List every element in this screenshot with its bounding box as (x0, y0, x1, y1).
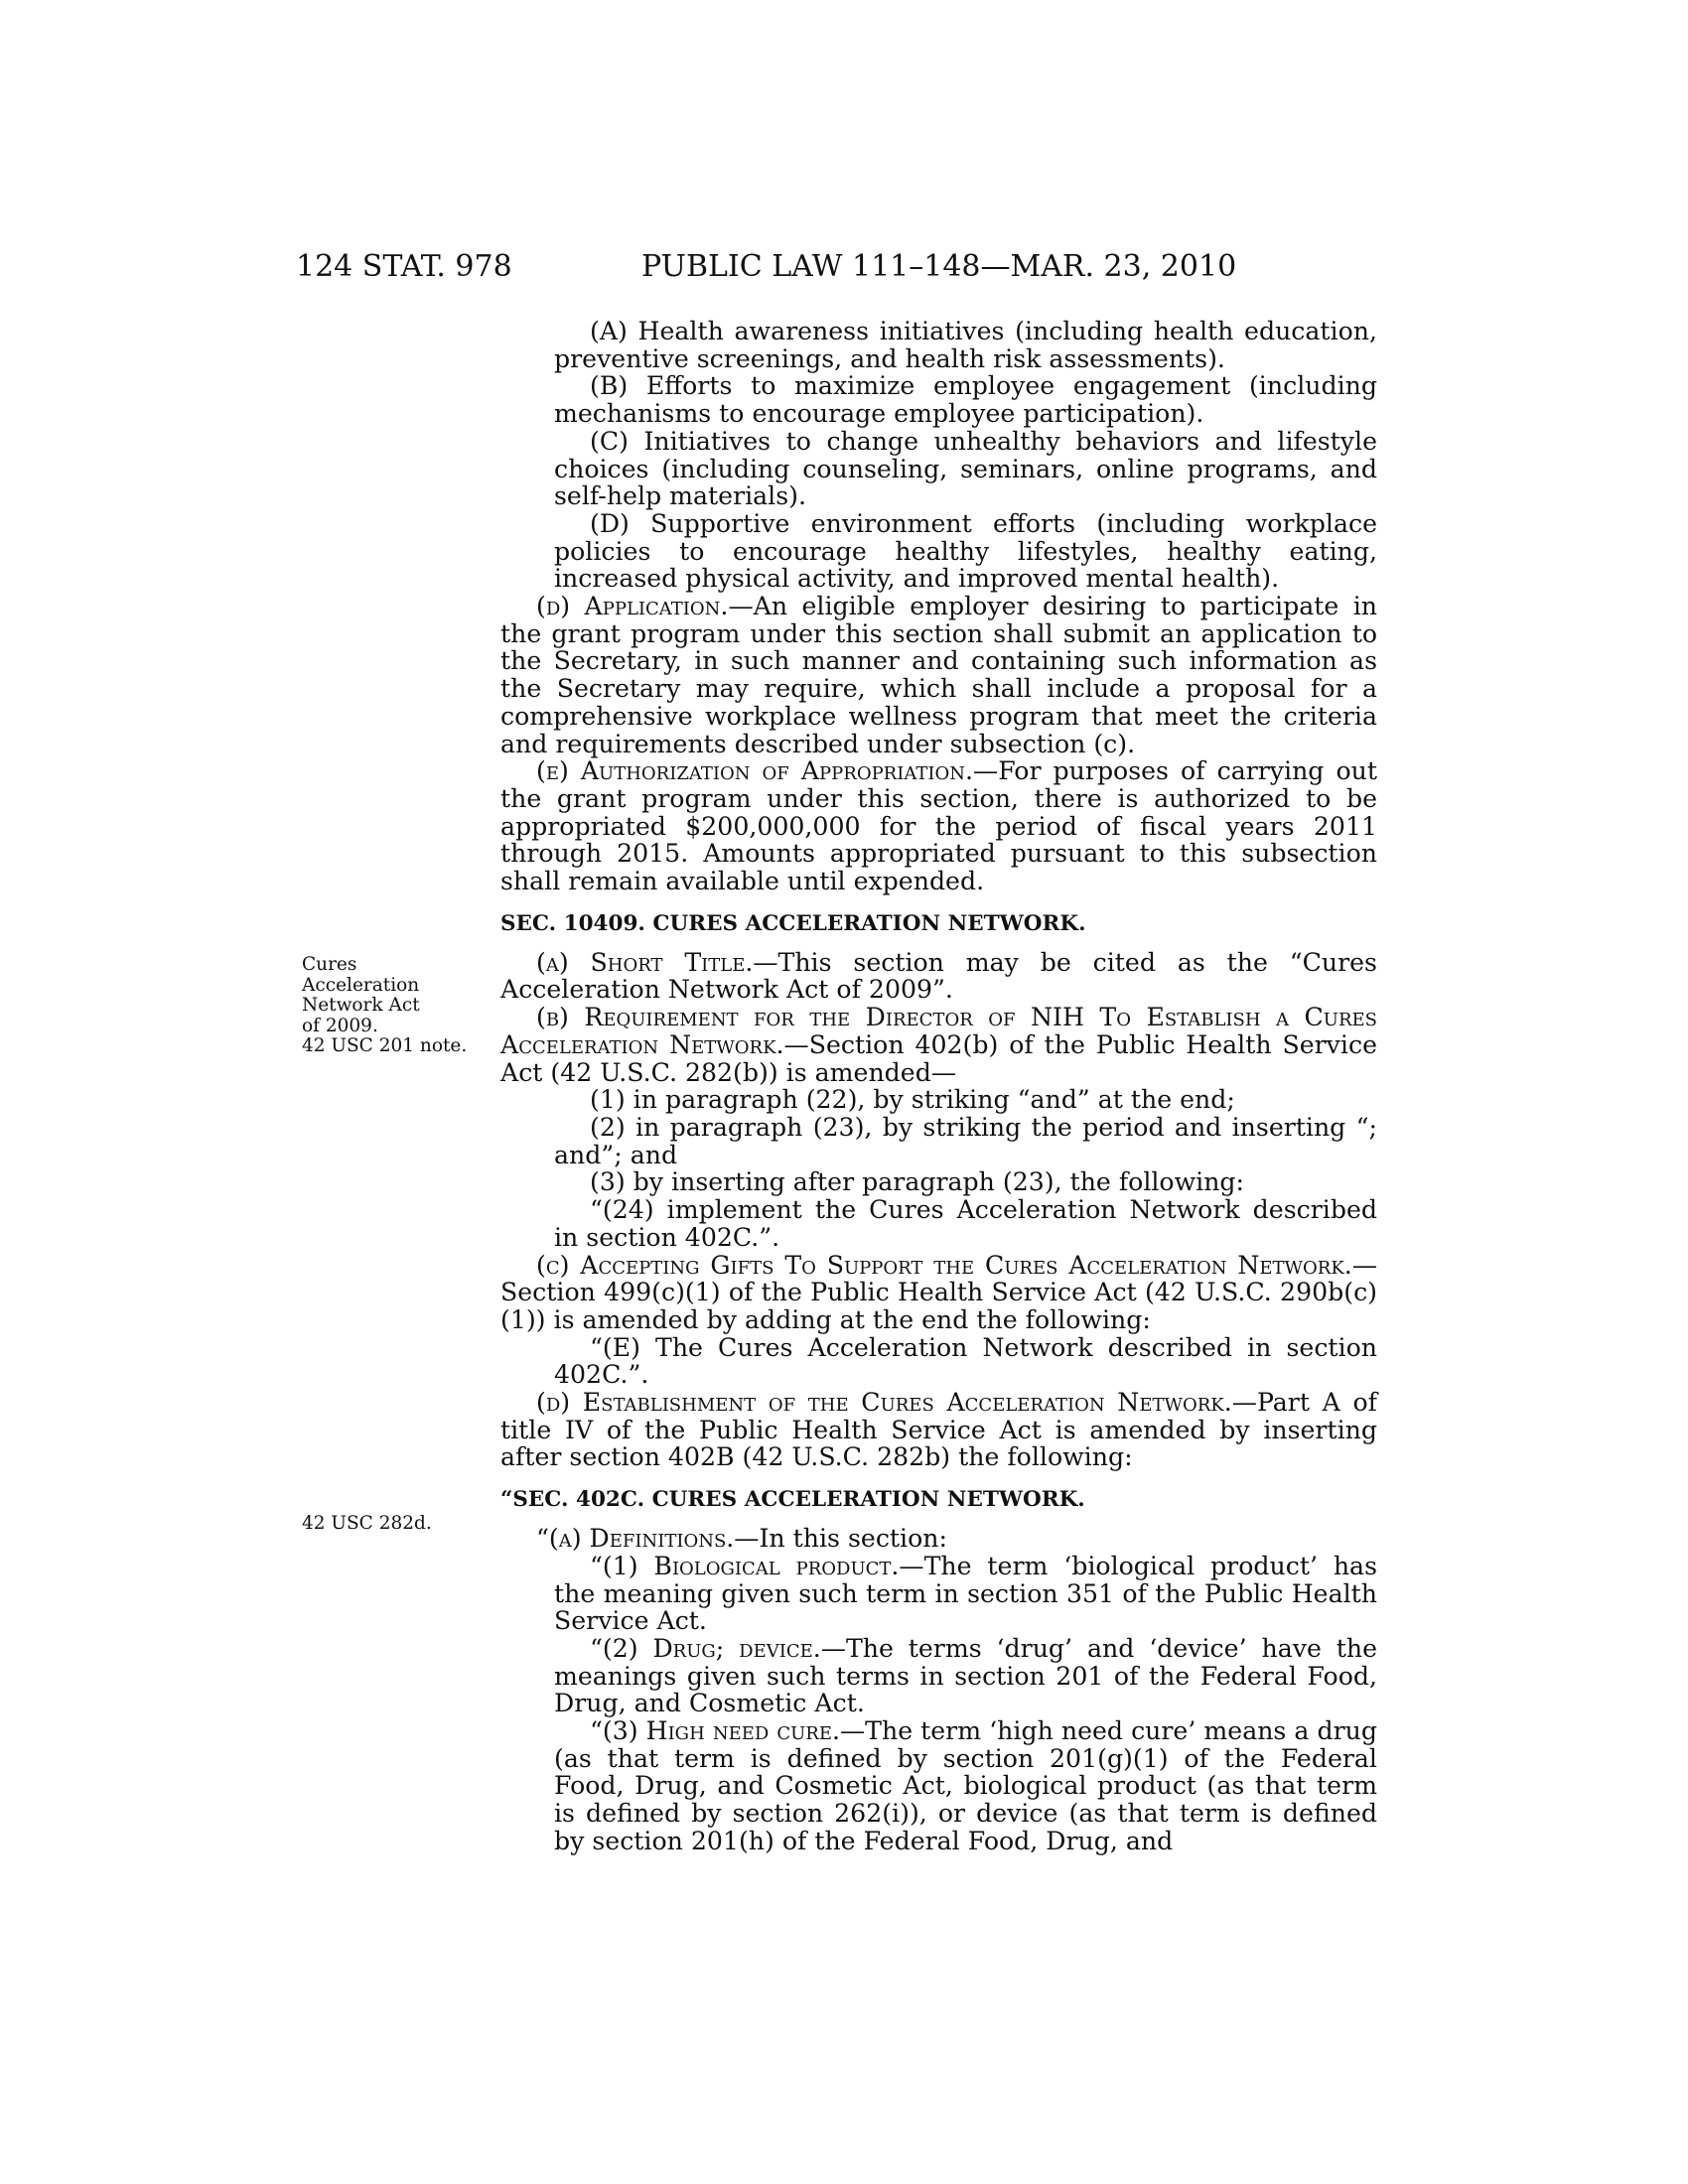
subsection-text: —For purposes of carrying out the grant program under this section, there is authorized to be appropriated $200,000,000 for the period of fiscal years 2011 through 2015. Amounts appropriated pursuant to this subsection shall remain available until expended. (500, 756, 1377, 896)
subsection-a-short-title (500, 949, 1377, 1004)
subsection-d-establishment (500, 1389, 1377, 1471)
subsection-label: (c) Accepting Gifts To Support the Cures Acceleration Network. (536, 1250, 1352, 1280)
paragraph-b-employee-engagement: (B) Efforts to maximize employee engagement (including mechanisms to encourage employee participation). (554, 371, 1377, 429)
subsection-label: (b) Requirement for the Director of NIH To Establish a Cures Acceleration Network. (500, 1003, 1377, 1059)
margin-note-cures-act (302, 955, 467, 1057)
amendment-item-1: (1) in paragraph (22), by striking “and” at the end; (590, 1085, 1235, 1115)
subsection-label: (d) Application. (536, 592, 729, 621)
subsection-a-definitions (536, 1525, 1377, 1553)
running-title: PUBLIC LAW 111–148—MAR. 23, 2010 (641, 249, 1237, 284)
subsection-text: —Section 402(b) of the Public Health Service Act (42 U.S.C. 282(b)) is amended— (500, 1029, 1377, 1087)
page-reference: 124 STAT. 978 (296, 249, 512, 284)
subsection-text: —Part A of title IV of the Public Health Service Act is amended by inserting after section 402B (42 U.S.C. 282b) the following: (500, 1388, 1377, 1472)
definition-text: —The terms ‘drug’ and ‘device’ have the meanings given such terms in section 201 of the Federal Food, Drug, and Cosmetic Act. (554, 1633, 1377, 1718)
amendment-item-2: (2) in paragraph (23), by striking the period and inserting “; and”; and (554, 1112, 1377, 1169)
paragraph-d-supportive-environment: (D) Supportive environment efforts (including workplace policies to encourage healthy lifestyles, healthy eating, increased physical activity, and improved mental health). (554, 508, 1377, 594)
subsection-text: —This section may be cited as the “Cures Acceleration Network Act of 2009”. (500, 947, 1377, 1005)
definition-1-biological-product (554, 1553, 1377, 1635)
margin-note-line: of 2009. (302, 1015, 378, 1036)
paragraph-c-unhealthy-behaviors: (C) Initiatives to change unhealthy behaviors and lifestyle choices (including counseling, seminars, online programs, and self-help materials). (554, 426, 1377, 511)
main-text-column (500, 318, 1377, 1855)
subsection-e-authorization (500, 757, 1377, 895)
margin-note-line: Acceleration (302, 974, 420, 996)
margin-note-line: Cures (302, 954, 357, 975)
margin-note-line: Network Act (302, 995, 420, 1016)
margin-note-usc-282d: 42 USC 282d. (302, 1513, 432, 1534)
subsection-c-accepting-gifts (500, 1252, 1377, 1334)
subsection-text: —An eligible employer desiring to participate in the grant program under this section shall submit an application to the Secretary, in such manner and containing such information as the Secretary may require, which shall include a proposal for a comprehensive workplace wellness program that meet the criteria and requirements described under subsection (c). (500, 592, 1378, 758)
subsection-b-requirement (500, 1004, 1377, 1086)
amendment-item-3: (3) by inserting after paragraph (23), the following: (590, 1167, 1245, 1197)
definition-2-drug-device (554, 1635, 1377, 1717)
subsection-text: —Section 499(c)(1) of the Public Health Service Act (42 U.S.C. 290b(c)(1)) is amended by adding at the end the following: (500, 1250, 1377, 1334)
definition-text: —The term ‘high need cure’ means a drug (as that term is defined by section 201(g)(1) of the Federal Food, Drug, and Cosmetic Act, biological product (as that term is defined by section 262(i)), or device (as that term is defined by section 201(h) of the Federal Food, Drug, and (554, 1716, 1377, 1855)
definition-label: “(1) Biological product. (590, 1551, 900, 1580)
margin-note-line: 42 USC 201 note. (302, 1035, 468, 1056)
paragraph-a-health-awareness: (A) Health awareness initiatives (including health education, preventive screenings, and health risk assessments). (554, 317, 1377, 373)
definition-text: —The term ‘biological product’ has the meaning given such term in section 351 of the Public Health Service Act. (554, 1551, 1377, 1636)
subsection-d-application (500, 593, 1377, 757)
inserted-paragraph-e: “(E) The Cures Acceleration Network described in section 402C.”. (554, 1332, 1377, 1390)
section-heading-10409: SEC. 10409. CURES ACCELERATION NETWORK. (500, 910, 1086, 936)
subsection-text: —In this section: (734, 1524, 947, 1554)
subsection-label: (a) Short Title. (536, 947, 754, 977)
section-heading-402c: “SEC. 402C. CURES ACCELERATION NETWORK. (500, 1487, 1085, 1513)
definition-label: “(2) Drug; device. (590, 1633, 821, 1663)
definition-label: “(3) High need cure. (590, 1716, 840, 1746)
definition-3-high-need-cure (554, 1717, 1377, 1855)
inserted-paragraph-24: “(24) implement the Cures Acceleration Network described in section 402C.”. (554, 1195, 1377, 1252)
subsection-label: “(a) Definitions. (536, 1524, 735, 1554)
subsection-label: (d) Establishment of the Cures Acceleration Network. (536, 1388, 1232, 1418)
subsection-label: (e) Authorization of Appropriation. (536, 756, 973, 786)
